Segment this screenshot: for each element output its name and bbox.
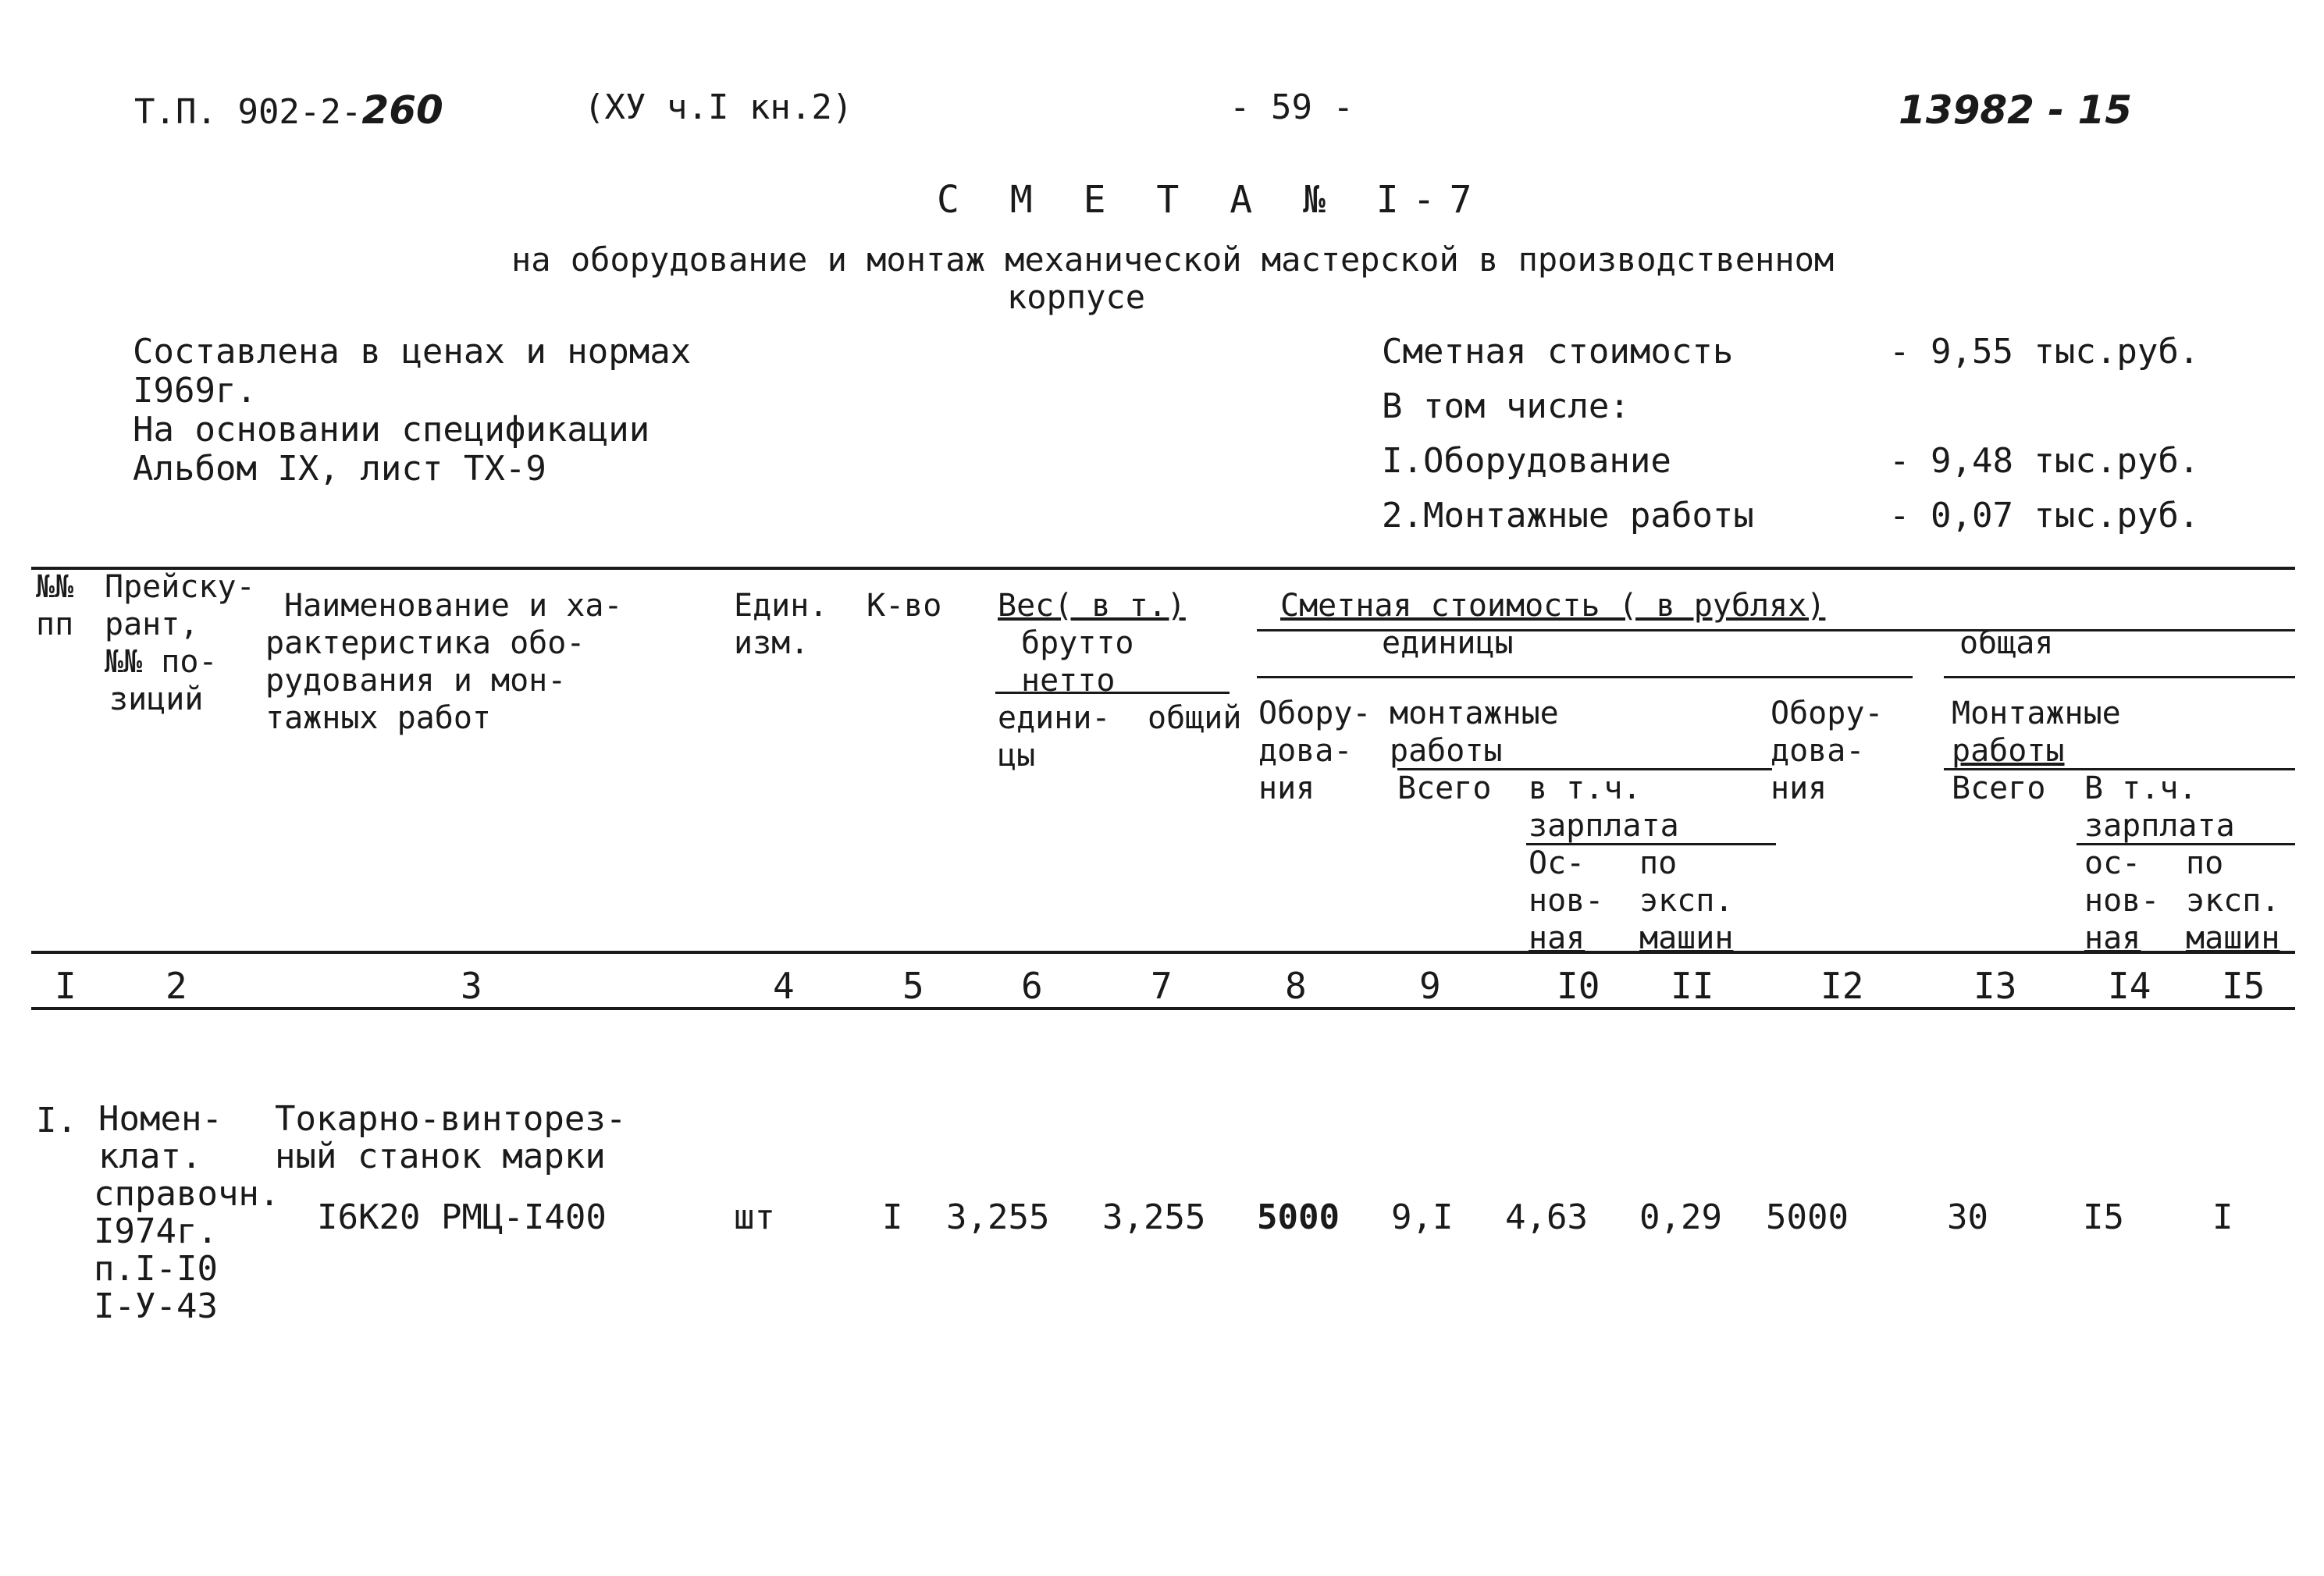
colnum-2: 2 [165,965,187,1007]
ref-line: справочн. [94,1174,280,1214]
cost-value: - 9,48 тыс.руб. [1889,441,2200,481]
cost-label: I.Оборудование [1382,441,1671,481]
header-incl: в т.ч. [1529,770,1642,806]
header-text: эксп. [2186,883,2280,919]
colnum-1: I [55,965,77,1007]
header-col4 [734,587,827,662]
header-text: ная [2084,920,2141,956]
cost-label: В том числе: [1382,386,1630,426]
header-text: работы [1390,733,1503,769]
cost-value: - 9,55 тыс.руб. [1889,332,2200,372]
basis-line4: Альбом IX, лист ТХ-9 [133,449,546,489]
header-text: тажных работ [265,700,491,736]
row-unit-mount-all: 9,I [1391,1197,1454,1237]
header-text: по [1639,845,1678,881]
cost-row-total [1382,333,1754,387]
colnum-9: 9 [1419,965,1441,1007]
row-total-equip: 5000 [1766,1197,1849,1237]
colnum-3: 3 [461,965,482,1007]
header-text: дова- [1258,733,1353,769]
header-total-group: общая [1959,625,2054,661]
header-text: рактеристика обо- [265,625,585,661]
header-text: нов- [2084,883,2160,919]
header-text: машин [2186,920,2280,956]
ref-line: клат. [98,1137,202,1176]
cost-summary [1382,333,1754,551]
header-all2: Всего [1952,770,2046,806]
header-wage2: зарплата [2084,808,2235,844]
page-subtitle-line2: корпусе [1007,278,1146,316]
header-text: Наименование и ха- [284,588,623,624]
row-ref [94,1101,279,1325]
row-unit-wage-base: 4,63 [1505,1197,1588,1237]
doc-code-text: Т.П. 902-2- [134,92,362,132]
header-text: ния [1771,770,1828,806]
header-text: изм. [734,625,810,661]
header-text: пп [36,607,74,642]
ref-line: Номен- [98,1099,222,1139]
row-total-wage-base: I5 [2083,1197,2124,1237]
colnum-4: 4 [773,965,795,1007]
colnum-14: I4 [2108,965,2151,1007]
row-weight-total: 3,255 [1102,1197,1206,1237]
page-subtitle-line1: на оборудование и монтаж механической мастерской в производственном [511,240,1835,279]
header-col5: К-во [867,588,942,624]
cost-row-incl [1382,387,1754,442]
header-text: Един. [734,588,828,624]
total-group-rule [1944,676,2295,678]
header-text: цы [998,738,1036,774]
row-num: I. [36,1101,77,1140]
ref-line: I-У-43 [94,1286,218,1326]
cost-values [1889,333,2199,551]
row-qty: I [882,1197,903,1237]
header-col3 [265,587,622,737]
doc-code [134,87,443,133]
row-total-mount-all: 30 [1947,1197,1988,1237]
header-equip [1258,695,1372,807]
row-weight-unit: 3,255 [946,1197,1050,1237]
header-weight-unit [998,699,1111,774]
row-unit: шт [734,1197,775,1237]
basis-line2: I969г. [133,371,257,411]
header-text: нетто [1021,663,1116,699]
page-title: С М Е Т А № I-7 [937,178,1486,222]
header-text: ная [1529,920,1586,956]
page-number: - 59 - [1230,87,1354,127]
header-wage: зарплата [1529,808,1679,844]
ref-line: I974г. [94,1211,218,1251]
unit-group-rule [1257,676,1913,678]
colnum-15: I5 [2222,965,2265,1007]
cost-row-equipment [1382,442,1754,496]
cost-label: Сметная стоимость [1382,332,1734,372]
header-text: работы [1952,733,2065,769]
header-text: Обору- [1771,696,1884,731]
header-text: Вес( в т.) [998,588,1186,624]
header-mount [1390,695,1559,770]
header-text: по [2186,845,2224,881]
header-text: брутто [1021,625,1134,661]
header-text: рант, [105,607,199,642]
header-equip2 [1771,695,1884,807]
doc-volume: (ХУ ч.I кн.2) [584,87,853,127]
colnum-6: 6 [1021,965,1043,1007]
cost-value [1889,387,2199,442]
basis-line1: Составлена в ценах и нормах [133,332,692,372]
colnum-10: I0 [1557,965,1600,1007]
header-text: дова- [1771,733,1865,769]
header-text: рудования и мон- [265,663,567,699]
cost-value: - 0,07 тыс.руб. [1889,496,2200,535]
ref-line: п.I-I0 [94,1249,218,1289]
row-model: I6К20 РМЦ-I400 [317,1197,607,1237]
header-text: Прейску- [105,569,255,605]
row-unit-wage-exp: 0,29 [1639,1197,1722,1237]
basis-block [133,333,691,489]
header-text: Монтажные [1952,696,2121,731]
colnum-13: I3 [1973,965,2017,1007]
colnum-12: I2 [1820,965,1864,1007]
header-base [1529,845,1603,957]
header-text: ос- [2084,845,2141,881]
header-text: Обору- [1258,696,1372,731]
header-weight [998,587,1186,699]
header-text: монтажные [1390,696,1559,731]
header-col1 [36,568,73,643]
header-col2 [105,568,255,718]
header-text: эксп. [1639,883,1734,919]
colnum-11: II [1671,965,1714,1007]
header-bottom-rule [31,951,2295,954]
row-name [275,1101,626,1176]
header-unit-group: единицы [1382,625,1514,661]
header-cost: Сметная стоимость ( в рублях) [1280,588,1826,624]
header-text: машин [1639,920,1734,956]
doc-code-handwritten: 260 [361,87,443,133]
header-text: едини- [998,700,1111,736]
header-all: Всего [1397,770,1492,806]
name-line: Токарно-винторез- [275,1099,627,1139]
colnum-bottom-rule [31,1007,2295,1010]
header-mount2 [1952,695,2121,770]
row-unit-equip: 5000 [1257,1197,1340,1237]
header-text: зиций [109,681,204,717]
name-line: ный станок марки [275,1137,606,1176]
header-text: ния [1258,770,1315,806]
colnum-7: 7 [1151,965,1173,1007]
row-total-wage-exp: I [2212,1197,2233,1237]
header-base2 [2084,845,2159,957]
header-text: нов- [1529,883,1604,919]
cost-row-mounting [1382,496,1754,551]
archive-number: 13982 - 15 [1899,87,2133,133]
header-incl2: В т.ч. [2084,770,2198,806]
colnum-5: 5 [902,965,924,1007]
header-text: №№ по- [105,644,218,680]
header-weight-total: общий [1148,700,1242,736]
basis-line3: На основании спецификации [133,410,650,450]
cost-label: 2.Монтажные работы [1382,496,1754,535]
table-top-rule [31,567,2295,570]
header-exp2 [2186,845,2280,957]
header-exp [1639,845,1733,957]
header-text: Ос- [1529,845,1586,881]
colnum-8: 8 [1285,965,1307,1007]
header-text: №№ [36,569,74,605]
